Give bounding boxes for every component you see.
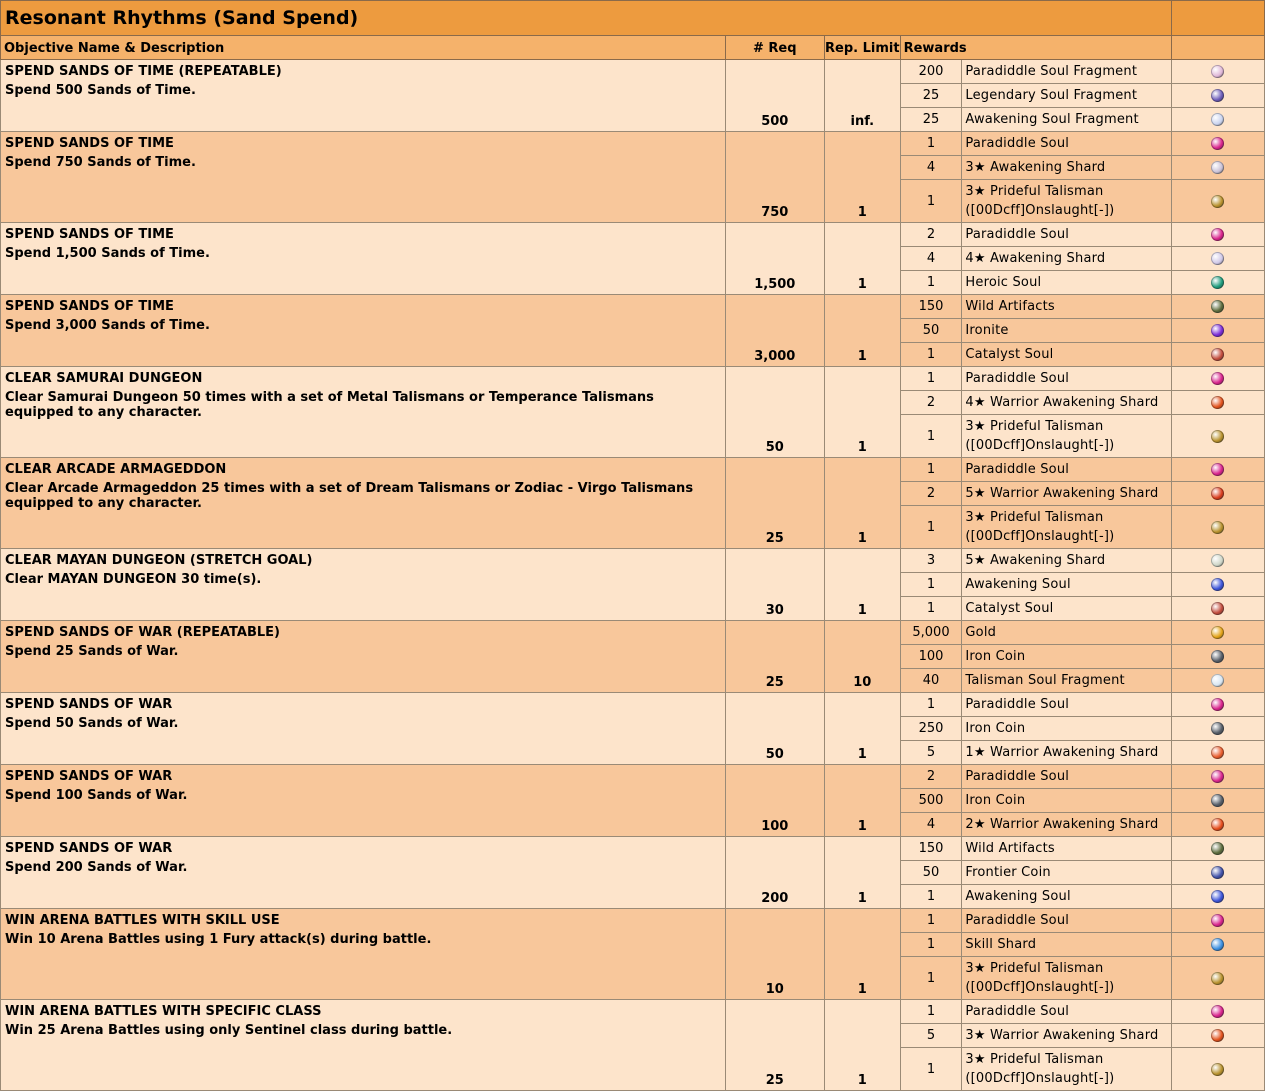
reward-icon-cell[interactable] (1171, 1048, 1264, 1091)
paradiddle-soul-icon (1211, 228, 1224, 241)
talisman-gold-icon (1211, 521, 1224, 534)
paradiddle-soul-icon (1211, 698, 1224, 711)
objective-description: Clear MAYAN DUNGEON 30 time(s). (5, 572, 262, 587)
reward-row (1, 295, 1265, 319)
reward-name-cell[interactable] (962, 415, 1171, 458)
reward-icon-cell[interactable] (1171, 597, 1264, 621)
reward-name-cell[interactable] (962, 1024, 1171, 1048)
talisman-gold-icon (1211, 195, 1224, 208)
reward-row (1, 837, 1265, 861)
header-row (1, 36, 1265, 60)
objective-cell[interactable] (1, 549, 726, 621)
reward-icon-cell[interactable] (1171, 156, 1264, 180)
req-cell[interactable]: 25 (725, 621, 824, 693)
reward-icon-cell[interactable] (1171, 391, 1264, 415)
reward-icon-cell[interactable] (1171, 60, 1264, 84)
reward-name: 5★ Warrior Awakening Shard (965, 486, 1159, 501)
reward-icon-cell[interactable] (1171, 108, 1264, 132)
reward-icon-cell[interactable] (1171, 223, 1264, 247)
reward-name: 3★ Prideful Talisman (965, 419, 1104, 434)
awakening-soul-icon (1211, 890, 1224, 903)
reward-row (1, 909, 1265, 933)
objective-name: SPEND SANDS OF WAR (5, 841, 173, 856)
reward-icon-cell[interactable] (1171, 319, 1264, 343)
reward-row (1, 223, 1265, 247)
header-limit[interactable]: Rep. Limit (825, 36, 901, 60)
objective-name: SPEND SANDS OF TIME (5, 227, 174, 242)
reward-name-cell[interactable] (962, 458, 1171, 482)
reward-icon-cell[interactable] (1171, 415, 1264, 458)
reward-name-cell[interactable] (962, 108, 1171, 132)
req-cell[interactable]: 25 (725, 458, 824, 549)
reward-icon-cell[interactable] (1171, 367, 1264, 391)
reward-name-cell[interactable] (962, 60, 1171, 84)
reward-name-cell[interactable] (962, 223, 1171, 247)
reward-name: 5★ Awakening Shard (965, 553, 1106, 568)
limit-cell[interactable]: 1 (825, 223, 901, 295)
reward-name: Paradiddle Soul (965, 462, 1070, 477)
reward-name: Awakening Soul (965, 889, 1071, 904)
limit-cell[interactable]: 1 (825, 295, 901, 367)
objective-description: Spend 25 Sands of War. (5, 644, 179, 659)
warrior-shard-2-icon (1211, 818, 1224, 831)
limit-cell[interactable]: 1 (825, 765, 901, 837)
reward-icon-cell[interactable] (1171, 1024, 1264, 1048)
reward-name-cell[interactable] (962, 693, 1171, 717)
reward-qty-cell[interactable]: 1 (900, 933, 962, 957)
reward-name-line2: ([00Dcff]Onslaught[-]) (965, 438, 1115, 453)
reward-name-cell[interactable] (962, 271, 1171, 295)
req-cell[interactable]: 1,500 (725, 223, 824, 295)
objective-description: Spend 500 Sands of Time. (5, 83, 196, 98)
reward-name-cell[interactable] (962, 482, 1171, 506)
reward-name-cell[interactable] (962, 319, 1171, 343)
limit-cell[interactable]: 1 (825, 132, 901, 223)
reward-qty-cell[interactable]: 2 (900, 482, 962, 506)
talisman-fragment-icon (1211, 674, 1224, 687)
iron-coin-icon (1211, 722, 1224, 735)
wild-artifacts-icon (1211, 842, 1224, 855)
objective-cell[interactable] (1, 132, 726, 223)
reward-qty-cell[interactable]: 2 (900, 223, 962, 247)
reward-name-line2: ([00Dcff]Onslaught[-]) (965, 1071, 1115, 1086)
limit-cell[interactable]: 1 (825, 367, 901, 458)
limit-cell[interactable]: 1 (825, 549, 901, 621)
reward-icon-cell[interactable] (1171, 909, 1264, 933)
reward-icon-cell[interactable] (1171, 645, 1264, 669)
awakening-soul-icon (1211, 578, 1224, 591)
reward-icon-cell[interactable] (1171, 506, 1264, 549)
objective-name: SPEND SANDS OF WAR (REPEATABLE) (5, 625, 280, 640)
reward-icon-cell[interactable] (1171, 247, 1264, 271)
reward-name: Paradiddle Soul (965, 136, 1070, 151)
objective-cell[interactable] (1, 458, 726, 549)
reward-qty-cell[interactable]: 40 (900, 669, 962, 693)
paradiddle-soul-icon (1211, 137, 1224, 150)
warrior-shard-4-icon (1211, 396, 1224, 409)
reward-qty-cell[interactable]: 25 (900, 108, 962, 132)
objective-cell[interactable] (1, 693, 726, 765)
reward-icon-cell[interactable] (1171, 180, 1264, 223)
reward-name-cell[interactable] (962, 741, 1171, 765)
talisman-gold-icon (1211, 972, 1224, 985)
reward-name-cell[interactable] (962, 909, 1171, 933)
paradiddle-soul-icon (1211, 914, 1224, 927)
talisman-gold-icon (1211, 430, 1224, 443)
reward-name-cell[interactable] (962, 789, 1171, 813)
reward-icon-cell[interactable] (1171, 271, 1264, 295)
reward-name: Talisman Soul Fragment (965, 673, 1125, 688)
reward-icon-cell[interactable] (1171, 837, 1264, 861)
reward-name: Iron Coin (965, 793, 1026, 808)
reward-qty-cell[interactable]: 1 (900, 271, 962, 295)
reward-qty-cell[interactable]: 250 (900, 717, 962, 741)
objective-cell[interactable] (1, 223, 726, 295)
reward-name: 4★ Awakening Shard (965, 251, 1106, 266)
objective-cell[interactable] (1, 837, 726, 909)
reward-name-cell[interactable] (962, 391, 1171, 415)
reward-name: 2★ Warrior Awakening Shard (965, 817, 1159, 832)
objective-description: Spend 1,500 Sands of Time. (5, 246, 210, 261)
title-empty-cell[interactable] (1171, 1, 1264, 36)
reward-qty-cell[interactable]: 50 (900, 861, 962, 885)
shard-4-icon (1211, 252, 1224, 265)
req-cell[interactable]: 30 (725, 549, 824, 621)
reward-icon-cell[interactable] (1171, 933, 1264, 957)
reward-icon-cell[interactable] (1171, 717, 1264, 741)
reward-icon-cell[interactable] (1171, 957, 1264, 1000)
warrior-shard-3-icon (1211, 1029, 1224, 1042)
reward-icon-cell[interactable] (1171, 458, 1264, 482)
reward-name-cell[interactable] (962, 84, 1171, 108)
reward-name-cell[interactable] (962, 885, 1171, 909)
objective-description: Spend 50 Sands of War. (5, 716, 179, 731)
req-cell[interactable]: 100 (725, 765, 824, 837)
reward-qty-cell[interactable]: 2 (900, 765, 962, 789)
shard-3-icon (1211, 161, 1224, 174)
reward-name: Awakening Soul Fragment (965, 112, 1139, 127)
reward-name: Paradiddle Soul (965, 227, 1070, 242)
req-cell[interactable]: 3,000 (725, 295, 824, 367)
iron-coin-icon (1211, 794, 1224, 807)
objective-description: Win 25 Arena Battles using only Sentinel class during battle. (5, 1023, 453, 1038)
reward-qty-cell[interactable]: 200 (900, 60, 962, 84)
limit-cell[interactable]: 1 (825, 909, 901, 1000)
reward-qty-cell[interactable]: 2 (900, 391, 962, 415)
reward-qty-cell[interactable]: 100 (900, 645, 962, 669)
reward-name: Iron Coin (965, 721, 1026, 736)
fragment-purple-icon (1211, 89, 1224, 102)
reward-row (1, 621, 1265, 645)
reward-qty-cell[interactable]: 25 (900, 84, 962, 108)
heroic-soul-icon (1211, 276, 1224, 289)
objective-name: WIN ARENA BATTLES WITH SPECIFIC CLASS (5, 1004, 322, 1019)
sheet-title[interactable]: Resonant Rhythms (Sand Spend) (1, 1, 1172, 36)
req-cell[interactable]: 200 (725, 837, 824, 909)
limit-cell[interactable]: 1 (825, 837, 901, 909)
objective-description: Spend 200 Sands of War. (5, 860, 188, 875)
reward-name: Wild Artifacts (965, 841, 1055, 856)
reward-name-cell[interactable] (962, 343, 1171, 367)
reward-icon-cell[interactable] (1171, 813, 1264, 837)
reward-name-cell[interactable] (962, 837, 1171, 861)
reward-name: Catalyst Soul (965, 347, 1054, 362)
objective-name: CLEAR SAMURAI DUNGEON (5, 371, 203, 386)
reward-name: Legendary Soul Fragment (965, 88, 1138, 103)
reward-name-cell[interactable] (962, 1000, 1171, 1024)
reward-qty-cell[interactable]: 1 (900, 458, 962, 482)
paradiddle-soul-icon (1211, 372, 1224, 385)
reward-qty-cell[interactable]: 1 (900, 957, 962, 1000)
header-rewards[interactable]: Rewards (900, 36, 1171, 60)
objective-cell[interactable] (1, 60, 726, 132)
objective-description: Clear Arcade Armageddon 25 times with a set of Dream Talismans or Zodiac - Virgo Talismans equipped to any character. (5, 481, 694, 511)
reward-icon-cell[interactable] (1171, 482, 1264, 506)
reward-name-cell[interactable] (962, 156, 1171, 180)
reward-qty-cell[interactable]: 3 (900, 549, 962, 573)
reward-row (1, 765, 1265, 789)
reward-qty-cell[interactable]: 4 (900, 813, 962, 837)
title-row (1, 1, 1265, 36)
reward-icon-cell[interactable] (1171, 741, 1264, 765)
reward-icon-cell[interactable] (1171, 861, 1264, 885)
limit-cell[interactable]: inf. (825, 60, 901, 132)
reward-qty-cell[interactable]: 5,000 (900, 621, 962, 645)
reward-icon-cell[interactable] (1171, 669, 1264, 693)
reward-name: Frontier Coin (965, 865, 1051, 880)
reward-name: Catalyst Soul (965, 601, 1054, 616)
reward-icon-cell[interactable] (1171, 693, 1264, 717)
ironite-icon (1211, 324, 1224, 337)
reward-icon-cell[interactable] (1171, 573, 1264, 597)
objective-name: CLEAR MAYAN DUNGEON (STRETCH GOAL) (5, 553, 313, 568)
reward-qty-cell[interactable]: 4 (900, 247, 962, 271)
reward-name-cell[interactable] (962, 669, 1171, 693)
reward-icon-cell[interactable] (1171, 789, 1264, 813)
reward-name-cell[interactable] (962, 573, 1171, 597)
reward-qty-cell[interactable]: 50 (900, 319, 962, 343)
reward-name-cell[interactable] (962, 861, 1171, 885)
reward-qty-cell[interactable]: 1 (900, 573, 962, 597)
objective-name: SPEND SANDS OF TIME (5, 299, 174, 314)
reward-name-cell[interactable] (962, 765, 1171, 789)
objective-name: SPEND SANDS OF TIME (REPEATABLE) (5, 64, 282, 79)
reward-name-line2: ([00Dcff]Onslaught[-]) (965, 203, 1115, 218)
reward-qty-cell[interactable]: 1 (900, 1000, 962, 1024)
reward-row (1, 549, 1265, 573)
reward-name: 1★ Warrior Awakening Shard (965, 745, 1159, 760)
reward-name: Gold (965, 625, 997, 640)
reward-name: Iron Coin (965, 649, 1026, 664)
reward-name-cell[interactable] (962, 549, 1171, 573)
iron-coin-icon (1211, 650, 1224, 663)
objective-description: Spend 750 Sands of Time. (5, 155, 196, 170)
limit-cell[interactable]: 1 (825, 1000, 901, 1091)
reward-name: 3★ Prideful Talisman (965, 961, 1104, 976)
warrior-shard-1-icon (1211, 746, 1224, 759)
objective-name: SPEND SANDS OF TIME (5, 136, 174, 151)
catalyst-soul-icon (1211, 602, 1224, 615)
header-req[interactable]: # Req (725, 36, 824, 60)
req-cell[interactable]: 50 (725, 367, 824, 458)
reward-qty-cell[interactable]: 1 (900, 367, 962, 391)
reward-qty-cell[interactable]: 1 (900, 597, 962, 621)
objective-description: Clear Samurai Dungeon 50 times with a set of Metal Talismans or Temperance Talismans equipped to any character. (5, 390, 654, 420)
fragment-white-icon (1211, 113, 1224, 126)
reward-name-cell[interactable] (962, 621, 1171, 645)
reward-row (1, 458, 1265, 482)
reward-name: 3★ Warrior Awakening Shard (965, 1028, 1159, 1043)
reward-row (1, 132, 1265, 156)
reward-qty-cell[interactable]: 1 (900, 180, 962, 223)
reward-qty-cell[interactable]: 1 (900, 1048, 962, 1091)
reward-qty-cell[interactable]: 1 (900, 693, 962, 717)
reward-icon-cell[interactable] (1171, 343, 1264, 367)
reward-icon-cell[interactable] (1171, 295, 1264, 319)
shard-5-icon (1211, 554, 1224, 567)
reward-qty-cell[interactable]: 1 (900, 909, 962, 933)
paradiddle-soul-icon (1211, 770, 1224, 783)
reward-name: Paradiddle Soul (965, 1004, 1070, 1019)
reward-qty-cell[interactable]: 500 (900, 789, 962, 813)
frontier-coin-icon (1211, 866, 1224, 879)
talisman-gold-icon (1211, 1063, 1224, 1076)
reward-name: Paradiddle Soul (965, 913, 1070, 928)
reward-row (1, 60, 1265, 84)
reward-qty-cell[interactable]: 150 (900, 295, 962, 319)
reward-name-cell[interactable] (962, 367, 1171, 391)
reward-row (1, 367, 1265, 391)
reward-icon-cell[interactable] (1171, 1000, 1264, 1024)
objective-description: Spend 3,000 Sands of Time. (5, 318, 210, 333)
reward-icon-cell[interactable] (1171, 765, 1264, 789)
reward-name-cell[interactable] (962, 957, 1171, 1000)
reward-icon-cell[interactable] (1171, 132, 1264, 156)
reward-name-cell[interactable] (962, 247, 1171, 271)
reward-name-line2: ([00Dcff]Onslaught[-]) (965, 529, 1115, 544)
reward-qty-cell[interactable]: 1 (900, 415, 962, 458)
reward-name: 3★ Prideful Talisman (965, 184, 1104, 199)
req-cell[interactable]: 500 (725, 60, 824, 132)
objective-description: Win 10 Arena Battles using 1 Fury attack(s) during battle. (5, 932, 432, 947)
reward-name-cell[interactable] (962, 933, 1171, 957)
reward-qty-cell[interactable]: 1 (900, 506, 962, 549)
reward-icon-cell[interactable] (1171, 885, 1264, 909)
objective-cell[interactable] (1, 367, 726, 458)
reward-name-cell[interactable] (962, 506, 1171, 549)
reward-name-cell[interactable] (962, 813, 1171, 837)
reward-name: Paradiddle Soul (965, 769, 1070, 784)
header-objective[interactable]: Objective Name & Description (1, 36, 726, 60)
objective-cell[interactable] (1, 909, 726, 1000)
objective-cell[interactable] (1, 765, 726, 837)
objective-cell[interactable] (1, 1000, 726, 1091)
objective-description: Spend 100 Sands of War. (5, 788, 188, 803)
reward-name-line2: ([00Dcff]Onslaught[-]) (965, 980, 1115, 995)
reward-name-cell[interactable] (962, 1048, 1171, 1091)
reward-name: Heroic Soul (965, 275, 1042, 290)
fragment-rainbow-icon (1211, 65, 1224, 78)
reward-name: Skill Shard (965, 937, 1037, 952)
objective-name: CLEAR ARCADE ARMAGEDDON (5, 462, 227, 477)
reward-name-cell[interactable] (962, 597, 1171, 621)
reward-qty-cell[interactable]: 1 (900, 132, 962, 156)
reward-name-cell[interactable] (962, 132, 1171, 156)
objective-cell[interactable] (1, 295, 726, 367)
reward-qty-cell[interactable]: 5 (900, 1024, 962, 1048)
reward-name: 3★ Prideful Talisman (965, 1052, 1104, 1067)
reward-name-cell[interactable] (962, 295, 1171, 319)
limit-cell[interactable]: 10 (825, 621, 901, 693)
catalyst-soul-icon (1211, 348, 1224, 361)
reward-name: Ironite (965, 323, 1009, 338)
paradiddle-soul-icon (1211, 463, 1224, 476)
reward-name-cell[interactable] (962, 717, 1171, 741)
reward-row (1, 1000, 1265, 1024)
reward-icon-cell[interactable] (1171, 549, 1264, 573)
reward-name: 3★ Awakening Shard (965, 160, 1106, 175)
header-icon-empty[interactable] (1171, 36, 1264, 60)
limit-cell[interactable]: 1 (825, 693, 901, 765)
objective-name: SPEND SANDS OF WAR (5, 769, 173, 784)
req-cell[interactable]: 25 (725, 1000, 824, 1091)
objective-name: WIN ARENA BATTLES WITH SKILL USE (5, 913, 280, 928)
reward-qty-cell[interactable]: 5 (900, 741, 962, 765)
objective-name: SPEND SANDS OF WAR (5, 697, 173, 712)
objective-cell[interactable] (1, 621, 726, 693)
req-cell[interactable]: 50 (725, 693, 824, 765)
req-cell[interactable]: 750 (725, 132, 824, 223)
reward-name: Paradiddle Soul (965, 371, 1070, 386)
reward-qty-cell[interactable]: 150 (900, 837, 962, 861)
reward-name: Awakening Soul (965, 577, 1071, 592)
limit-cell[interactable]: 1 (825, 458, 901, 549)
req-cell[interactable]: 10 (725, 909, 824, 1000)
gold-icon (1211, 626, 1224, 639)
skill-shard-icon (1211, 938, 1224, 951)
paradiddle-soul-icon (1211, 1005, 1224, 1018)
reward-name-cell[interactable] (962, 180, 1171, 223)
reward-icon-cell[interactable] (1171, 84, 1264, 108)
reward-qty-cell[interactable]: 1 (900, 885, 962, 909)
reward-row (1, 693, 1265, 717)
reward-qty-cell[interactable]: 1 (900, 343, 962, 367)
reward-name: 3★ Prideful Talisman (965, 510, 1104, 525)
reward-name-cell[interactable] (962, 645, 1171, 669)
reward-qty-cell[interactable]: 4 (900, 156, 962, 180)
reward-name: 4★ Warrior Awakening Shard (965, 395, 1159, 410)
reward-name: Wild Artifacts (965, 299, 1055, 314)
wild-artifacts-icon (1211, 300, 1224, 313)
warrior-shard-5-icon (1211, 487, 1224, 500)
reward-icon-cell[interactable] (1171, 621, 1264, 645)
reward-name: Paradiddle Soul Fragment (965, 64, 1138, 79)
reward-name: Paradiddle Soul (965, 697, 1070, 712)
